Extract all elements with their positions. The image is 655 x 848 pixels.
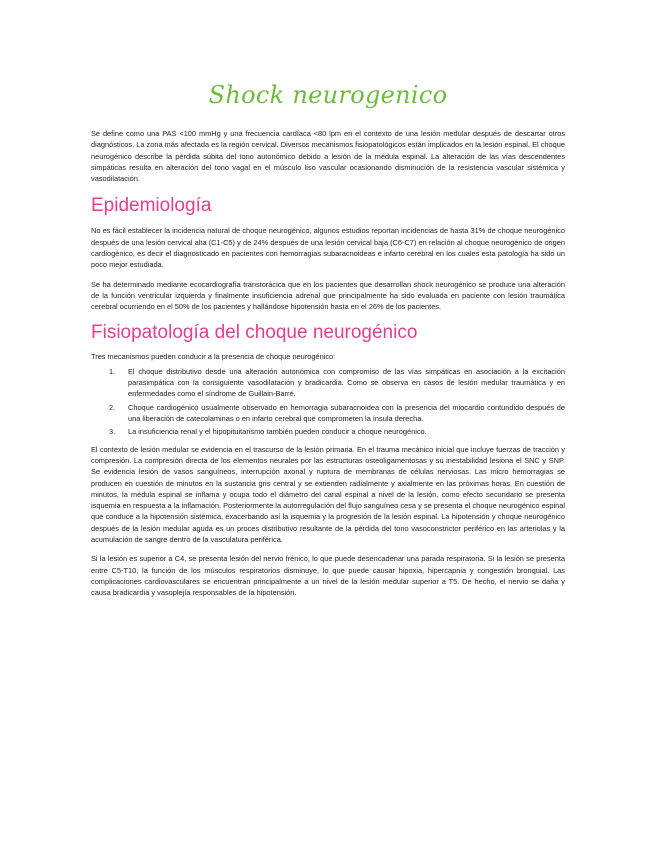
list-item	[91, 402, 565, 425]
physiopathology-heading: Fisiopatología del choque neurogénico	[91, 321, 418, 343]
list-item-number: 1.	[109, 366, 116, 376]
physiopathology-paragraph-2: Si la lesión es superior a C4, se presenta lesión del nervio frénico, lo que puede desencadenar una parada respiratoria. Si la lesión se presenta entre C5-T10, la función de los músculos respiratorios disminuye, lo que puede causar hipoxia, hipercapnia y congestión bronquial. Las complicaciones cardiovasculares se encuentran principalmente a un nivel de la lesión medular superior a T5. De hecho, el nervio se daña y causa bradicardia y vasoplejía responsables de la hipotensión.	[91, 554, 565, 598]
list-item-text: El choque distributivo desde una alteración autonómica con compromiso de las vías simpáticas en asociación a la excitación parasimpática con la consiguiente vasodilatación y bradicardia. Como se observa en casos de lesión medular traumática y en enfermedades como el síndrome de Guillain-Barré.	[128, 366, 565, 399]
physiopathology-lead: Tres mecanismos pueden conducir a la presencia de choque neurogénico:	[91, 351, 336, 361]
physiopathology-paragraph-1: El contexto de lesión medular se evidencia en el trascurso de la lesión primaria. En el trauma mecánico inicial que incluye fuerzas de tracción y compresión. La compresión directa de los elementos neurales por las estructuras osteoligamentosas y su inestabilidad lesiona el SNC y SNP. Se evidencia lesión de vasos sanguíneos, interrupción axonal y ruptura de membranas de células nerviosas. Las micro hemorragias se producen en cuestión de minutos en la sustancia gris central y se extienden radialmente y axialmente en las próximas horas. En cuestión de minutos, la médula espinal se inflama y ocupa todo el diámetro del canal espinal a nivel de la lesión, como efecto secundario se presenta isquemia en respuesta a la inflamación. Posteriormente la autorregulación del flujo sanguíneo cesa y se presenta el choque neurogénico espinal que conduce a la hipotensión sistémica, exacerbando así la isquemia y la progresión de la lesión espinal. La hipotensión y choque neurogénico después de la lesión medular aguda es un proces distributivo resultante de la pérdida del tono vasoconstrictor periférico en las arteriolas y la acumulación de sangre dentro de la vasculatura periférica.	[91, 444, 565, 545]
document-page	[91, 78, 565, 599]
intro-paragraph: Se define como una PAS <100 mmHg y una frecuencia cardíaca <80 lpm en el contexto de una lesión medular después de descartar otros diagnósticos. La zona más afectada es la región cervical. Diversos mecanismos fisiopatológicos están implicados en la lesión espinal. El choque neurogénico describe la pérdida súbita del tono autonómico debido a lesión de la médula espinal. La alteración de las vías descendentes simpáticas resulta en alteración del tono vagal en el músculo liso vascular ocasionando disminución de la resistencia vascular sistémica y vasodilatación.	[91, 129, 565, 184]
list-item	[91, 426, 565, 437]
document-title: Shock neurogenico	[208, 81, 448, 109]
epidemiology-paragraph-1: No es fácil establecer la incidencia natural de choque neurogénico, algunos estudios reportan incidencias de hasta 31% de choque neurogénico después de una lesión cervical alta (C1-C5) y de 24% después de una lesión cervical baja (C6-C7) en relación al choque neurogénico de origen cardiogénico, es decir el diagnosticado en pacientes con hemorragias subaracnoideas e infarto cerebral en los cuales esta patología ha sido un poco mejor estudiada.	[91, 226, 565, 270]
list-item	[91, 366, 565, 400]
list-item-text: Choque cardiogénico usualmente observado en hemorragia subaracnoidea con la presencia del miocardio contundido después de una liberación de catecolaminas o en infarto cerebral que comprometen la ínsula derecha.	[128, 402, 565, 424]
mechanisms-list	[91, 366, 565, 438]
epidemiology-heading: Epidemiología	[91, 195, 212, 217]
list-item-text: La insuficiencia renal y el hipopituitarismo también pueden conducir a choque neurogénico.	[128, 427, 427, 437]
list-item-number: 3.	[109, 427, 116, 437]
epidemiology-paragraph-2: Se ha determinado mediante ecocardiografía transtorácica que en los pacientes que desarrollan shock neurogénico se produce una alteración de la función ventricular izquierda y finalmente insuficiencia adrenal que principalmente ha sido evaluada en paciente con lesión traumática cerebral ocurriendo en el 50% de los pacientes y hallándose hipotensión hasta en el 26% de los pacientes.	[91, 279, 565, 312]
list-item-number: 2.	[109, 402, 116, 412]
